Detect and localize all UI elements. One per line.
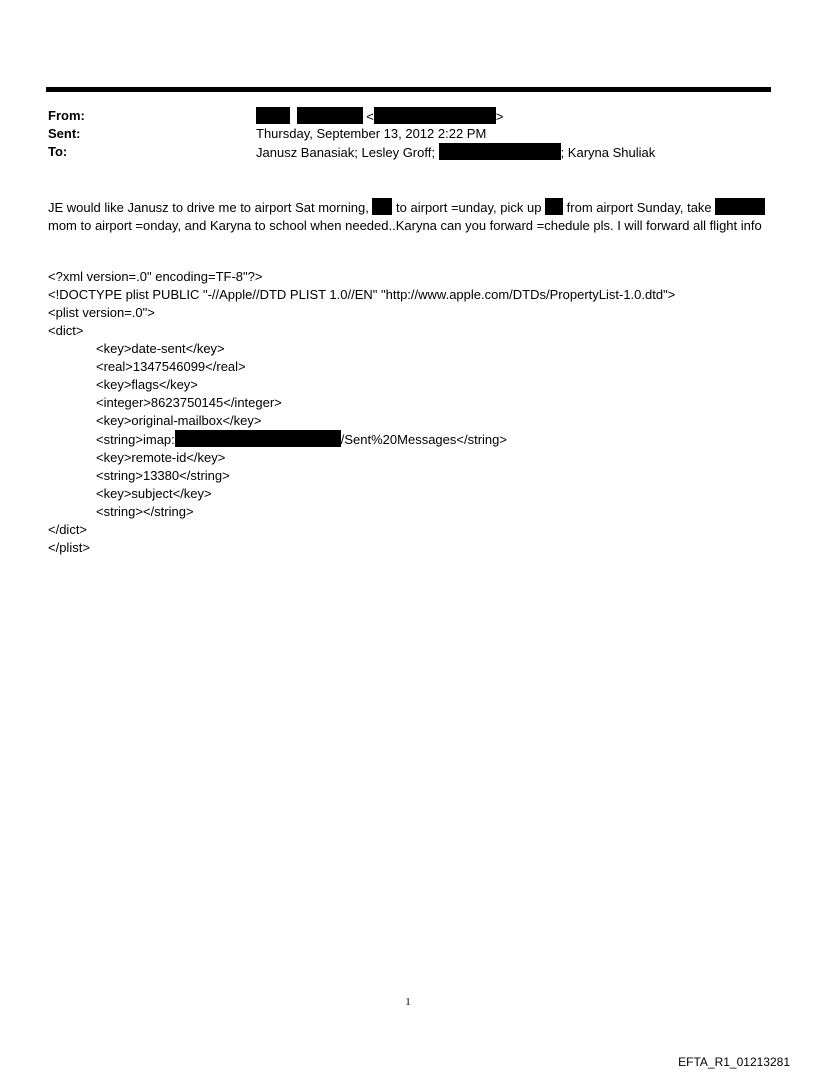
plist-line: <string></string> (96, 504, 194, 519)
plist-line: </plist> (48, 540, 90, 555)
plist-block (48, 268, 675, 557)
plist-line: <integer>8623750145</integer> (96, 395, 282, 410)
plist-line: <?xml version=.0" encoding=TF-8"?> (48, 269, 263, 284)
page-number: 1 (405, 996, 411, 1008)
plist-line: <key>flags</key> (96, 377, 198, 392)
sent-label: Sent: (48, 126, 81, 141)
plist-line: <real>1347546099</real> (96, 359, 246, 374)
from-label: From: (48, 108, 85, 123)
to-value (256, 143, 655, 162)
from-gt: > (495, 109, 504, 124)
plist-line: <key>subject</key> (96, 486, 212, 501)
to-recipients-1: Janusz Banasiak; Lesley Groff; (256, 145, 439, 160)
from-lt: < (366, 109, 374, 124)
plist-segment: <string>imap: (96, 432, 175, 447)
to-label: To: (48, 144, 68, 159)
plist-line: <string>13380</string> (96, 468, 230, 483)
message-body (48, 198, 768, 235)
redaction-box (715, 198, 765, 215)
redaction-box (545, 198, 563, 215)
plist-line: <key>date-sent</key> (96, 341, 225, 356)
plist-line: <plist version=.0"> (48, 305, 155, 320)
body-segment: JE would like Janusz to drive me to airport Sat morning, (48, 200, 373, 215)
plist-line: <dict> (48, 323, 84, 338)
from-value (256, 107, 503, 126)
body-segment: to airport =unday, pick up (392, 200, 546, 215)
plist-line: </dict> (48, 522, 88, 537)
plist-line: <key>original-mailbox</key> (96, 413, 262, 428)
body-segment: mom to airport =onday, and Karyna to school when needed..Karyna can you forward =chedule pls. I will forward all flight info (48, 218, 762, 233)
redaction-box (372, 198, 392, 215)
redaction-box (297, 107, 363, 124)
sent-value: Thursday, September 13, 2012 2:22 PM (256, 126, 487, 141)
plist-line-imap (48, 430, 675, 449)
top-rule (46, 87, 771, 92)
redaction-box (175, 430, 341, 447)
plist-line: <key>remote-id</key> (96, 450, 226, 465)
redaction-box (439, 143, 561, 160)
redaction-box (374, 107, 496, 124)
to-recipients-2: ; Karyna Shuliak (560, 145, 656, 160)
body-segment: from airport Sunday, take (563, 200, 716, 215)
plist-segment: /Sent%20Messages</string> (340, 432, 507, 447)
redaction-box (256, 107, 290, 124)
plist-line: <!DOCTYPE plist PUBLIC "-//Apple//DTD PLIST 1.0//EN" "http://www.apple.com/DTDs/PropertyList-1.0.dtd"> (48, 287, 676, 302)
bates-number: EFTA_R1_01213281 (678, 1055, 790, 1069)
